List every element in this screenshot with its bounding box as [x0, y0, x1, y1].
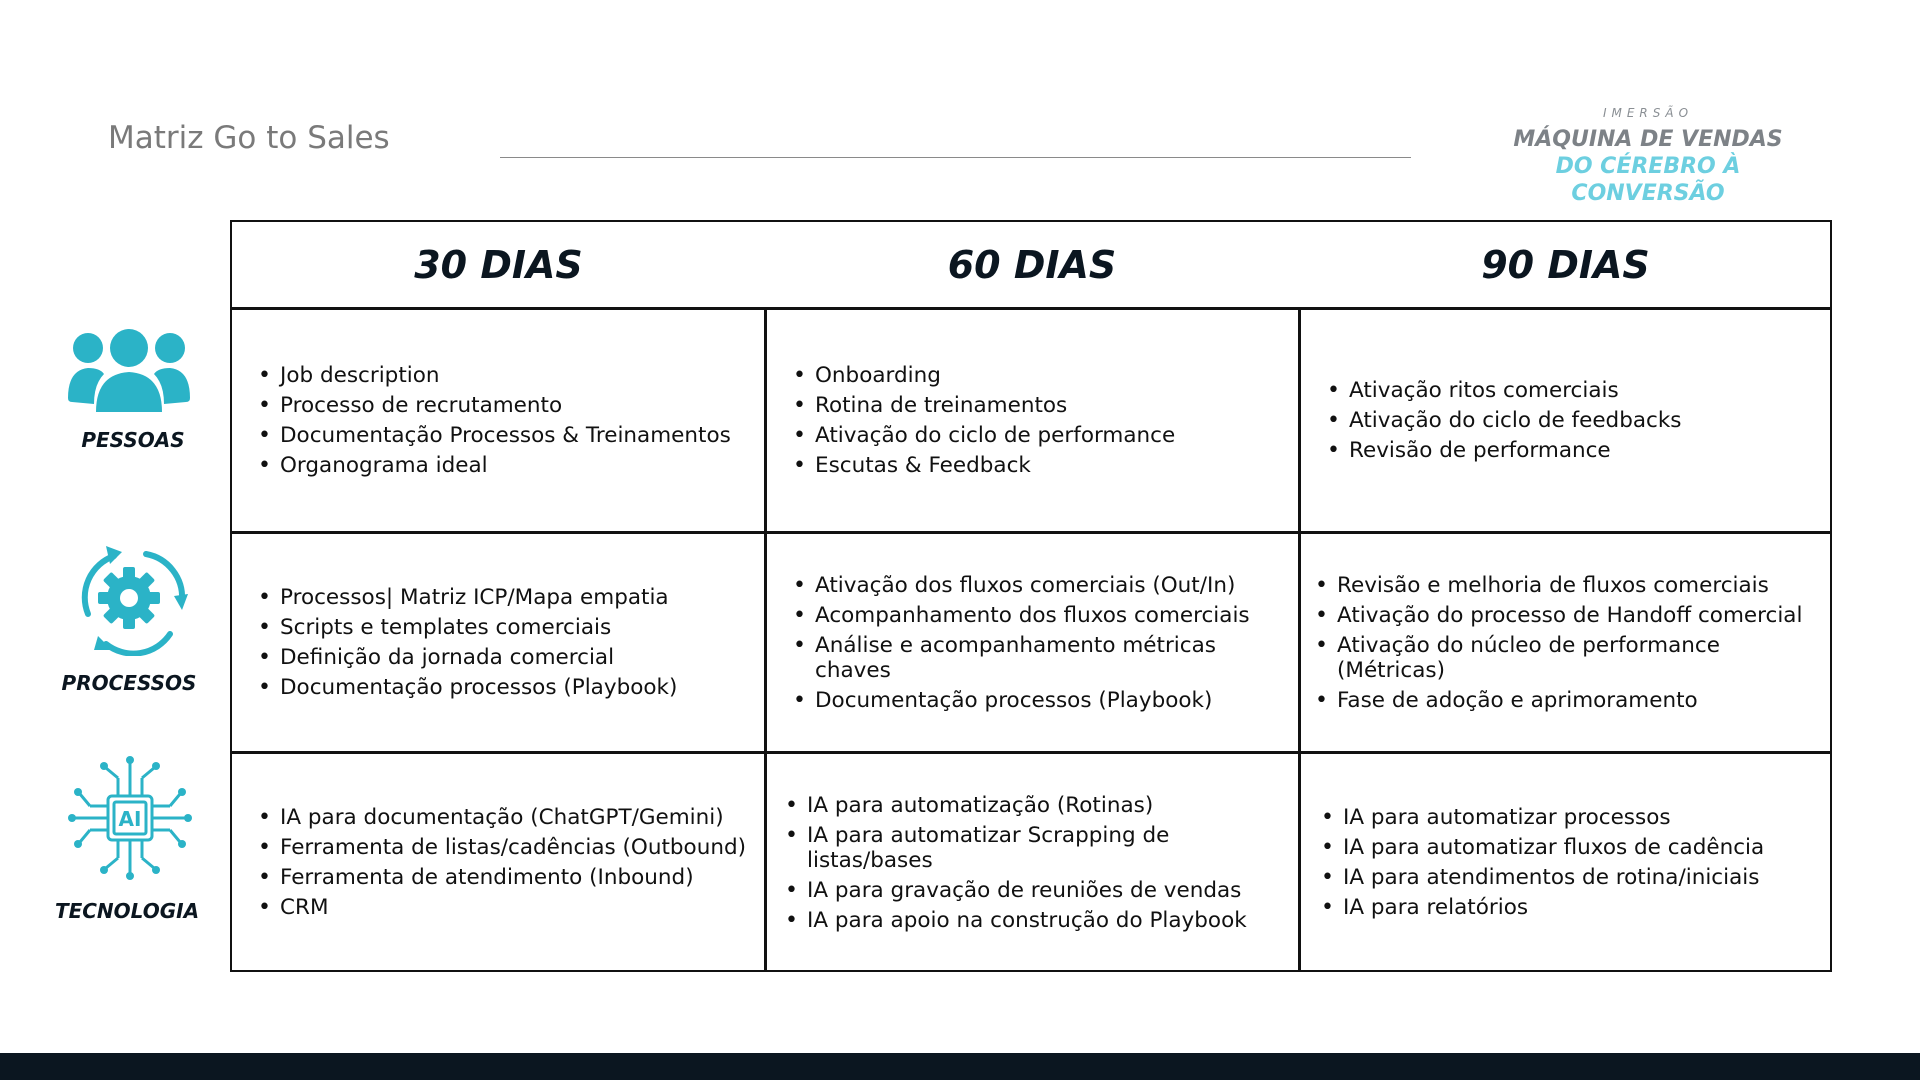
matrix-cell: [1305, 534, 1826, 751]
brand-kicker: IMERSÃO: [1602, 106, 1694, 120]
list-item: • Ativação dos fluxos comerciais (Out/In): [815, 573, 1294, 598]
list-item: • Onboarding: [815, 363, 1294, 388]
list-item: • IA para atendimentos de rotina/iniciais: [1343, 865, 1826, 890]
matrix-cell: [1311, 754, 1826, 971]
list-item: • IA para automatizar Scrapping de listas/bases: [807, 823, 1294, 873]
list-item: • IA para automatizar processos: [1343, 805, 1826, 830]
footer-bar: [0, 1053, 1920, 1080]
list-item: • Organograma ideal: [280, 453, 760, 478]
gear-cycle-icon: [66, 538, 192, 656]
brand-line-2: DO CÉREBRO À CONVERSÃO: [1555, 154, 1741, 206]
list-item: • Ativação do núcleo de performance (Métricas): [1337, 633, 1826, 683]
column-header-30-dias: 30 DIAS: [414, 242, 583, 287]
bullet-list: [783, 358, 1294, 483]
list-item: • IA para gravação de reuniões de vendas: [807, 878, 1294, 903]
people-icon: [66, 328, 192, 414]
list-item: • Documentação Processos & Treinamentos: [280, 423, 760, 448]
bullet-list: [1311, 800, 1826, 925]
list-item: • Acompanhamento dos fluxos comerciais: [815, 603, 1294, 628]
list-item: • Análise e acompanhamento métricas chaves: [815, 633, 1294, 683]
bullet-list: [248, 580, 760, 705]
list-item: • Processo de recrutamento: [280, 393, 760, 418]
brand-logo: [1478, 106, 1818, 207]
column-divider: [1298, 310, 1301, 971]
list-item: • IA para relatórios: [1343, 895, 1826, 920]
column-header-90-dias: 90 DIAS: [1481, 242, 1650, 287]
list-item: • Revisão de performance: [1349, 438, 1826, 463]
list-item: • IA para documentação (ChatGPT/Gemini): [280, 805, 760, 830]
bullet-list: [775, 788, 1294, 938]
list-item: • CRM: [280, 895, 760, 920]
list-item: • IA para apoio na construção do Playbook: [807, 908, 1294, 933]
go-to-sales-matrix: [230, 220, 1832, 972]
list-item: • Processos| Matriz ICP/Mapa empatia: [280, 585, 760, 610]
matrix-cell: [783, 310, 1294, 531]
list-item: • IA para automatizar fluxos de cadência: [1343, 835, 1826, 860]
bullet-list: [248, 800, 760, 925]
list-item: • Rotina de treinamentos: [815, 393, 1294, 418]
row-label-processos: PROCESSOS: [61, 671, 197, 695]
column-divider: [764, 310, 767, 971]
title-divider: [500, 157, 1411, 158]
list-item: • Ativação do ciclo de performance: [815, 423, 1294, 448]
brand-line-1: MÁQUINA DE VENDAS: [1513, 127, 1783, 152]
list-item: • Escutas & Feedback: [815, 453, 1294, 478]
list-item: • Fase de adoção e aprimoramento: [1337, 688, 1826, 713]
column-header-60-dias: 60 DIAS: [947, 242, 1117, 287]
list-item: • Job description: [280, 363, 760, 388]
list-item: • Documentação processos (Playbook): [280, 675, 760, 700]
list-item: • Definição da jornada comercial: [280, 645, 760, 670]
list-item: • Documentação processos (Playbook): [815, 688, 1294, 713]
matrix-cell: [248, 754, 760, 971]
page-title: Matriz Go to Sales: [108, 120, 390, 156]
bullet-list: [1305, 568, 1826, 718]
list-item: • Ativação ritos comerciais: [1349, 378, 1826, 403]
list-item: • Scripts e templates comerciais: [280, 615, 760, 640]
row-label-tecnologia: TECNOLOGIA: [54, 899, 200, 923]
matrix-cell: [775, 754, 1294, 971]
matrix-cell: [248, 534, 760, 751]
ai-chip-icon: [64, 752, 196, 884]
list-item: • Ativação do ciclo de feedbacks: [1349, 408, 1826, 433]
list-item: • Ativação do processo de Handoff comercial: [1337, 603, 1826, 628]
row-label-pessoas: PESSOAS: [81, 428, 185, 452]
bullet-list: [248, 358, 760, 483]
matrix-cell: [1317, 310, 1826, 531]
header-row: [232, 222, 1830, 310]
list-item: • IA para automatização (Rotinas): [807, 793, 1294, 818]
list-item: • Revisão e melhoria de fluxos comerciais: [1337, 573, 1826, 598]
matrix-cell: [783, 534, 1294, 751]
matrix-cell: [248, 310, 760, 531]
ai-chip-text: AI: [118, 807, 142, 831]
list-item: • Ferramenta de listas/cadências (Outbound): [280, 835, 760, 860]
list-item: • Ferramenta de atendimento (Inbound): [280, 865, 760, 890]
bullet-list: [1317, 373, 1826, 468]
bullet-list: [783, 568, 1294, 718]
